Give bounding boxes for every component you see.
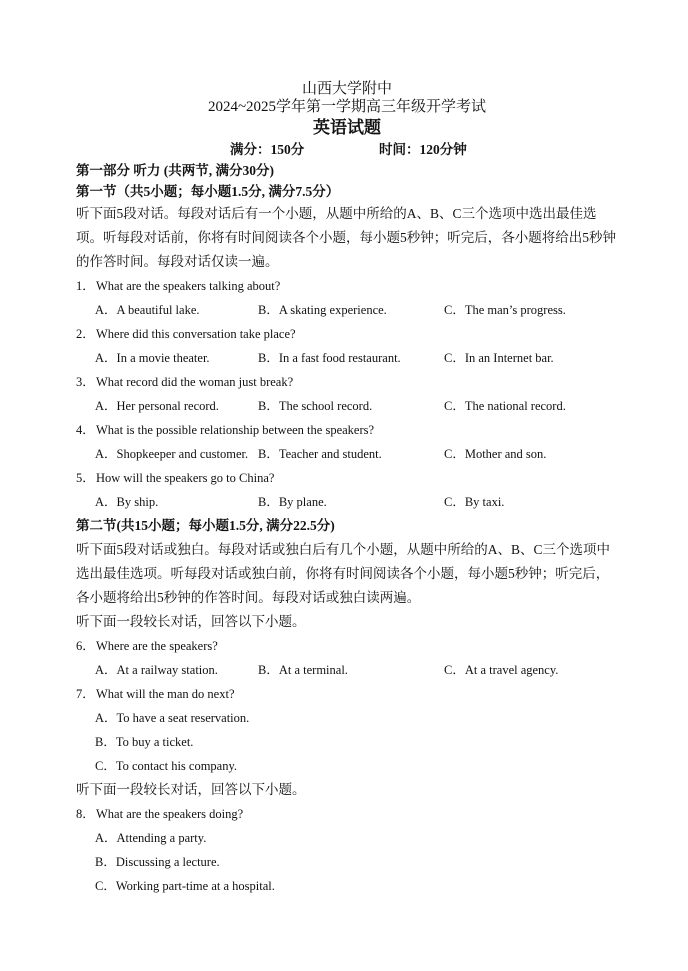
question-8 bbox=[76, 802, 618, 898]
option-c: C．The national record. bbox=[444, 399, 566, 413]
section1-title: 第一节（共5小题；每小题1.5分, 满分7.5分） bbox=[76, 184, 340, 199]
option-a: A．Shopkeeper and customer. bbox=[95, 447, 249, 461]
option-b: B．In a fast food restaurant. bbox=[258, 351, 401, 365]
question-number: 3． bbox=[76, 375, 95, 389]
option-a: A．By ship. bbox=[95, 495, 159, 509]
school-name: 山西大学附中 bbox=[301, 81, 392, 97]
question-6 bbox=[76, 634, 618, 682]
option-c: C．Mother and son. bbox=[444, 447, 547, 461]
question-text: Where are the speakers? bbox=[96, 639, 218, 653]
group2-intro: 听下面一段较长对话，回答以下小题。 bbox=[76, 782, 306, 797]
option-c: C．In an Internet bar. bbox=[444, 351, 554, 365]
question-text: Where did this conversation take place? bbox=[96, 327, 296, 341]
question-3 bbox=[76, 370, 618, 418]
option-b: B．At a terminal. bbox=[258, 663, 348, 677]
question-number: 6． bbox=[76, 639, 95, 653]
option-a: A．At a railway station. bbox=[95, 663, 218, 677]
question-number: 1． bbox=[76, 279, 95, 293]
option-a: A．In a movie theater. bbox=[95, 351, 210, 365]
part1-title: 第一部分 听力 (共两节, 满分30分) bbox=[76, 163, 274, 178]
question-1 bbox=[76, 274, 618, 322]
question-text: What is the possible relationship between the speakers? bbox=[96, 423, 375, 437]
group1-intro: 听下面一段较长对话，回答以下小题。 bbox=[76, 614, 306, 629]
question-text: What will the man do next? bbox=[96, 687, 235, 701]
question-7 bbox=[76, 682, 618, 778]
option-b: B．A skating experience. bbox=[258, 303, 387, 317]
question-number: 5． bbox=[76, 471, 95, 485]
exam-title: 2024~2025学年第一学期高三年级开学考试 bbox=[207, 99, 487, 115]
exam-time: 时间：120分钟 bbox=[379, 142, 467, 157]
option-a: A．A beautiful lake. bbox=[95, 303, 200, 317]
question-text: What are the speakers doing? bbox=[96, 807, 244, 821]
option-c: C．At a travel agency. bbox=[444, 663, 559, 677]
option-b: B．Teacher and student. bbox=[258, 447, 382, 461]
section2-title: 第二节(共15小题；每小题1.5分, 满分22.5分) bbox=[76, 518, 335, 533]
option-b: B．The school record. bbox=[258, 399, 373, 413]
option-c: C．To contact his company. bbox=[95, 759, 238, 773]
option-a: A．To have a seat reservation. bbox=[95, 711, 250, 725]
section1-instructions: 听下面5段对话。每段对话后有一个小题，从题中所给的A、B、C三个选项中选出最佳选项。听每段对话前，你将有时间阅读各个小题，每小题5秒钟；听完后，各小题将给出5秒钟的作答时间。每段对话仅读一遍。 bbox=[76, 206, 616, 269]
question-number: 8． bbox=[76, 807, 95, 821]
option-c: C．The man’s progress. bbox=[444, 303, 566, 317]
question-number: 4． bbox=[76, 423, 95, 437]
section2-instructions: 听下面5段对话或独白。每段对话或独白后有几个小题，从题中所给的A、B、C三个选项中选出最佳选项。听每段对话或独白前，你将有时间阅读各个小题，每小题5秒钟；听完后，各小题将给出5秒钟的作答时间。每段对话或独白读两遍。 bbox=[76, 542, 611, 605]
full-score: 满分：150分 bbox=[230, 142, 305, 157]
option-b: B．To buy a ticket. bbox=[95, 735, 194, 749]
question-4 bbox=[76, 418, 618, 466]
option-a: A．Her personal record. bbox=[95, 399, 219, 413]
option-c: C．By taxi. bbox=[444, 495, 505, 509]
option-b: B．By plane. bbox=[258, 495, 327, 509]
option-a: A．Attending a party. bbox=[95, 831, 207, 845]
question-text: How will the speakers go to China? bbox=[96, 471, 275, 485]
option-c: C．Working part-time at a hospital. bbox=[95, 879, 275, 893]
exam-meta bbox=[76, 140, 618, 160]
question-5 bbox=[76, 466, 618, 514]
subject-title: 英语试题 bbox=[313, 118, 381, 137]
question-number: 2． bbox=[76, 327, 95, 341]
question-text: What are the speakers talking about? bbox=[96, 279, 281, 293]
question-number: 7． bbox=[76, 687, 95, 701]
option-b: B．Discussing a lecture. bbox=[95, 855, 220, 869]
question-2 bbox=[76, 322, 618, 370]
question-text: What record did the woman just break? bbox=[96, 375, 294, 389]
